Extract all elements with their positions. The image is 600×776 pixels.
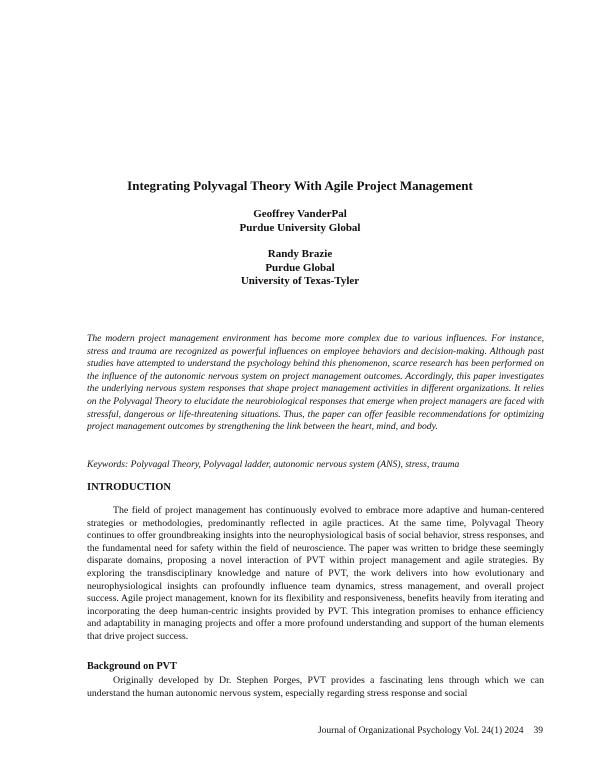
author-block xyxy=(0,208,600,289)
page-number: 39 xyxy=(533,726,543,736)
abstract: The modern project management environment has become more complex due to various influences. For instance, stress and trauma are recognized as powerful influences on employee behaviors and decision-making. Although past studies have attempted to understand the psychology behind this phenomenon, scarce research has been performed on the influence of the autonomic nervous system on project management outcomes. Accordingly, this paper investigates the underlying nervous system responses that shape project management activities in different organizations. It relies on the Polyvagal Theory to elucidate the neurobiological responses that emerge when project managers are faced with stressful, dangerous or life-threatening situations. Thus, the paper can offer feasible recommendations for optimizing project management outcomes by strengthening the link between the heart, mind, and body. xyxy=(87,333,544,433)
author-affiliation: University of Texas-Tyler xyxy=(240,275,360,287)
page-footer xyxy=(318,726,543,736)
keywords: Keywords: Polyvagal Theory, Polyvagal ladder, autonomic nervous system (ANS), stress, trauma xyxy=(87,459,460,470)
author-name: Randy Brazie xyxy=(267,248,333,260)
paper-title: Integrating Polyvagal Theory With Agile Project Management xyxy=(127,178,473,193)
introduction-paragraph: The field of project management has continuously evolved to embrace more adaptive and human-centered strategies or methodologies, predominantly reflected in agile practices. At the same time, Polyvagal Theory continues to offer groundbreaking insights into the neurophysiological basis of social behavior, stress responses, and the fundamental need for safety within the field of neuroscience. The paper was written to bridge these seemingly disparate domains, proposing a novel interaction of PVT within project management and agile strategies. By exploring the transdisciplinary knowledge and nature of PVT, the work delivers into how evolutionary and neurophysiological insights can profoundly influence team dynamics, stress management, and overall project success. Agile project management, known for its flexibility and responsiveness, benefits heavily from iterating and incorporating the deep human-centric insights provided by PVT. This integration promises to enhance efficiency and adaptability in managing projects and offer a more profound understanding and support of the human elements that drive project success. xyxy=(87,505,544,642)
journal-citation: Journal of Organizational Psychology Vol. 24(1) 2024 xyxy=(317,726,524,736)
subsection-heading-background: Background on PVT xyxy=(87,661,177,672)
author-affiliation: Purdue Global xyxy=(265,261,335,274)
author-name: Geoffrey VanderPal xyxy=(253,208,347,220)
author-affiliation: Purdue University Global xyxy=(239,221,361,234)
background-paragraph: Originally developed by Dr. Stephen Porges, PVT provides a fascinating lens through which we can understand the human autonomic nervous system, especially regarding stress response and social xyxy=(87,675,544,699)
section-heading-introduction: INTRODUCTION xyxy=(87,482,172,493)
